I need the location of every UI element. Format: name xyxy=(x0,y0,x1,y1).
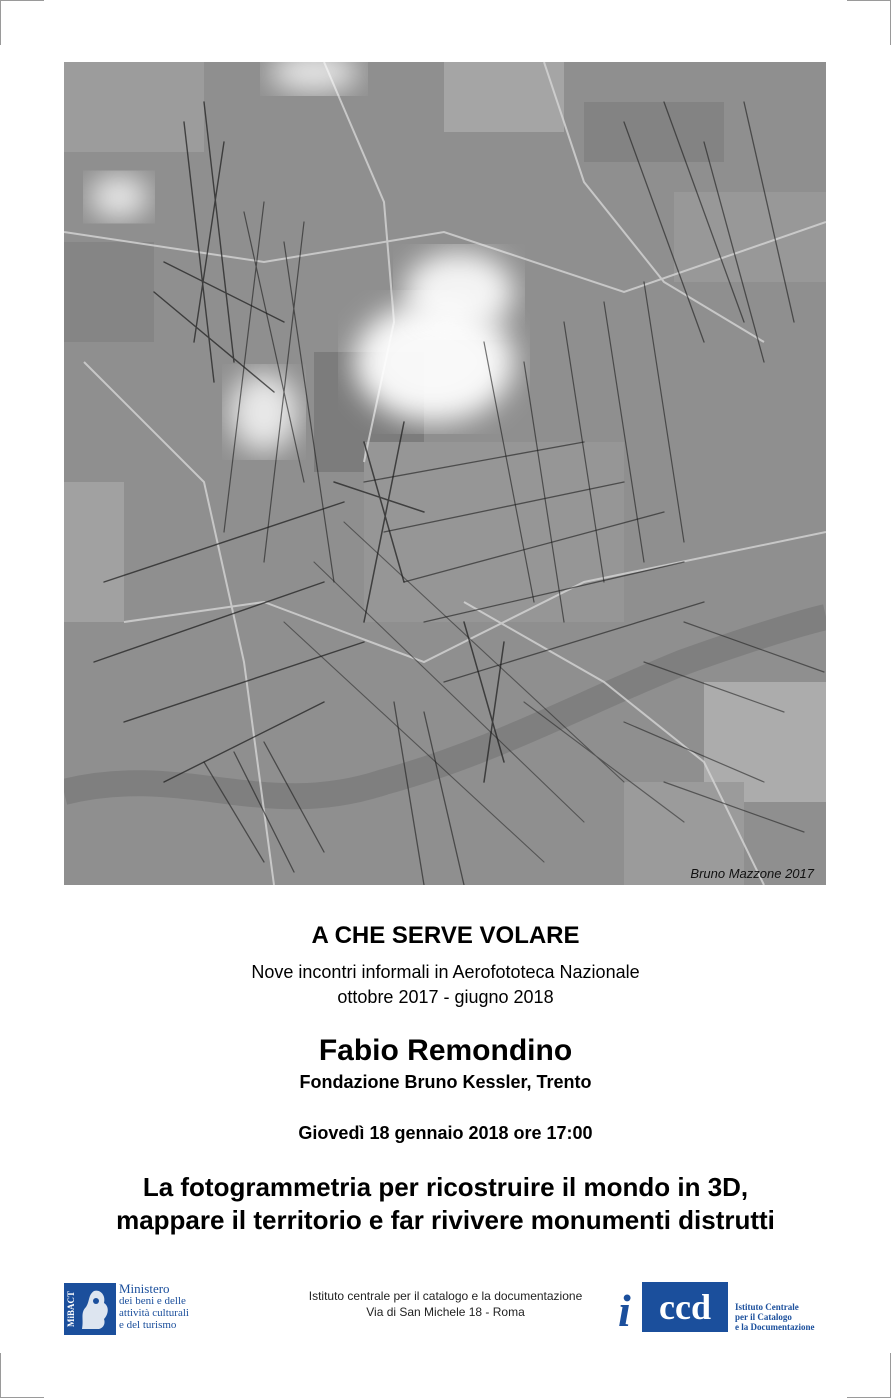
aerial-artwork xyxy=(64,62,826,885)
talk-title-line2: mappare il territorio e far rivivere monumenti distrutti xyxy=(116,1205,775,1235)
speaker-affiliation: Fondazione Bruno Kessler, Trento xyxy=(299,1072,592,1092)
mibact-line2: dei beni e delle xyxy=(119,1295,186,1307)
mibact-line1: Ministero xyxy=(119,1281,170,1296)
aerial-artwork-svg xyxy=(64,62,826,885)
mibact-line3: attività culturali xyxy=(119,1307,189,1319)
iccd-letter: i xyxy=(618,1285,631,1336)
crop-mark-bl-v xyxy=(0,1353,1,1398)
series-title: A CHE SERVE VOLARE xyxy=(311,922,580,949)
iccd-line3: e la Documentazione xyxy=(735,1322,815,1332)
iccd-logo xyxy=(618,1282,833,1334)
event-datetime: Giovedì 18 gennaio 2018 ore 17:00 xyxy=(298,1123,593,1143)
iccd-line1: Istituto Centrale xyxy=(735,1302,799,1312)
institute-name: Istituto centrale per il catalogo e la documentazione xyxy=(308,1289,583,1303)
crop-mark-tl-v xyxy=(0,0,1,45)
mibact-mark: MiBACT xyxy=(66,1291,76,1327)
crop-mark-tr-h xyxy=(847,0,891,1)
talk-title-line1: La fotogrammetria per ricostruire il mondo in 3D, xyxy=(142,1172,749,1202)
photo-credit: Bruno Mazzone 2017 xyxy=(690,866,814,881)
speaker-name: Fabio Remondino xyxy=(318,1034,573,1067)
series-subtitle-line2: ottobre 2017 - giugno 2018 xyxy=(337,987,554,1007)
mibact-line4: e del turismo xyxy=(119,1319,177,1331)
series-subtitle-line1: Nove incontri informali in Aerofototeca Nazionale xyxy=(251,962,640,982)
institute-address: Via di San Michele 18 - Roma xyxy=(366,1305,525,1319)
crop-mark-tl-h xyxy=(0,0,44,1)
iccd-text xyxy=(735,1302,814,1332)
iccd-mark: ccd xyxy=(642,1282,728,1332)
iccd-line2: per il Catalogo xyxy=(735,1312,792,1322)
